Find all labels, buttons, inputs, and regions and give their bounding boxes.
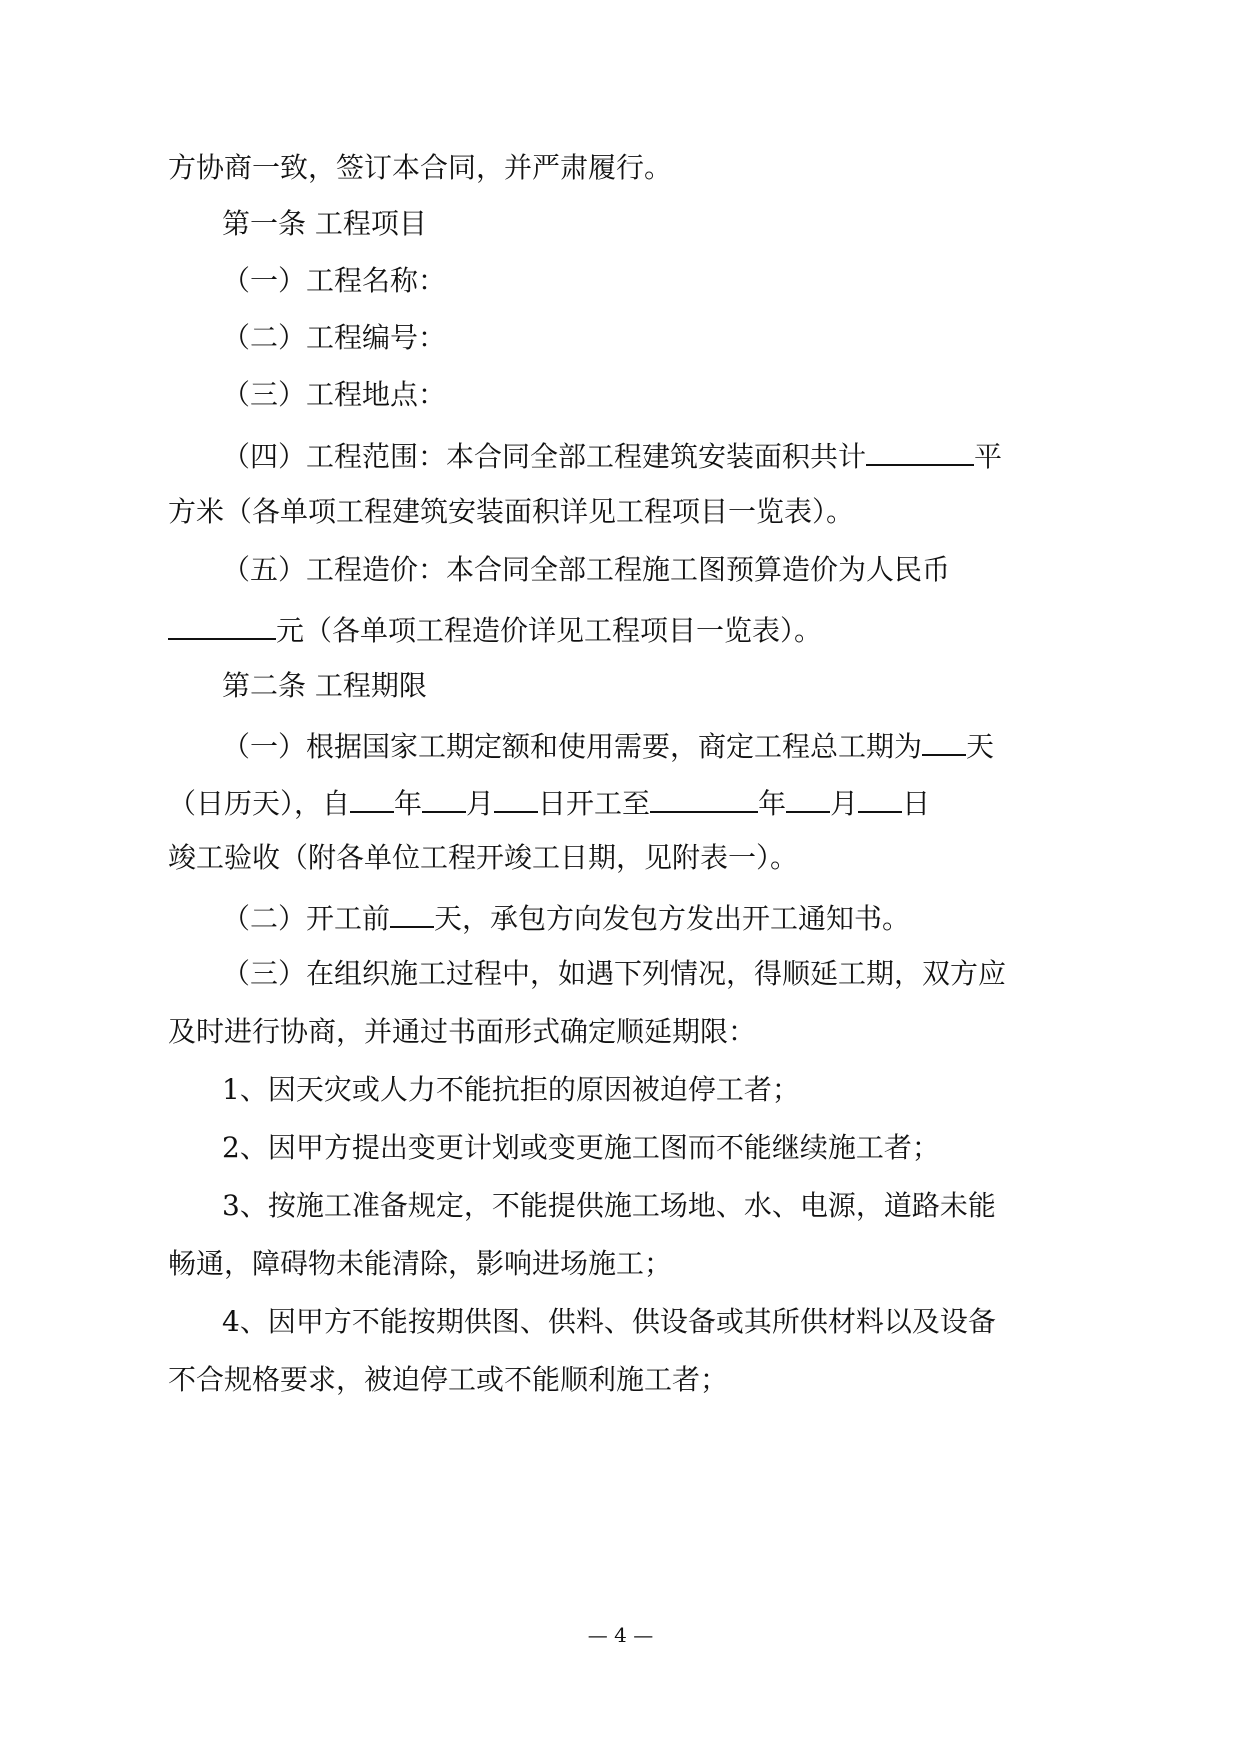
fill-blank[interactable] <box>866 434 974 466</box>
project-number-line: （二）工程编号： <box>222 321 447 354</box>
text-segment: 天 <box>966 730 995 763</box>
fill-blank[interactable] <box>922 724 966 756</box>
project-scope-line <box>222 434 1002 474</box>
article-heading-2: 第二条 工程期限 <box>222 669 427 702</box>
extension-line: （三）在组织施工过程中，如遇下列情况，得顺延工期，双方应 <box>222 957 1007 990</box>
text-segment: 月 <box>830 787 859 820</box>
notice-line <box>222 896 910 936</box>
fill-blank[interactable] <box>786 781 830 813</box>
fill-blank[interactable] <box>650 781 758 813</box>
fill-blank[interactable] <box>350 781 394 813</box>
list-item: 3、按施工准备规定，不能提供施工场地、水、电源，道路未能 <box>222 1189 996 1222</box>
text-segment: （日历天），自 <box>168 787 351 820</box>
list-item: 2、因甲方提出变更计划或变更施工图而不能继续施工者； <box>222 1131 940 1164</box>
fill-blank[interactable] <box>858 781 902 813</box>
text-segment: （一）根据国家工期定额和使用需要，商定工程总工期为 <box>222 730 923 763</box>
project-cost-line-2 <box>168 608 822 648</box>
text-segment: 年 <box>758 787 787 820</box>
paragraph-line: 方协商一致，签订本合同，并严肃履行。 <box>168 151 673 184</box>
paragraph-line: 及时进行协商，并通过书面形式确定顺延期限： <box>168 1015 757 1048</box>
text-segment: （四）工程范围：本合同全部工程建筑安装面积共计 <box>222 440 867 473</box>
date-range-line <box>168 781 930 821</box>
text-segment: 天，承包方向发包方发出开工通知书。 <box>434 902 911 935</box>
page-number: — 4 — <box>587 1623 654 1647</box>
text-segment: （二）开工前 <box>222 902 391 935</box>
fill-blank[interactable] <box>168 608 276 640</box>
paragraph-line: 方米（各单项工程建筑安装面积详见工程项目一览表）。 <box>168 495 855 528</box>
list-item-continuation: 畅通，障碍物未能清除，影响进场施工； <box>168 1247 673 1280</box>
text-segment: 平 <box>974 440 1003 473</box>
fill-blank[interactable] <box>390 896 434 928</box>
paragraph-line: 竣工验收（附各单位工程开竣工日期，见附表一）。 <box>168 841 799 874</box>
total-period-line <box>222 724 994 764</box>
project-location-line: （三）工程地点： <box>222 378 447 411</box>
list-item: 4、因甲方不能按期供图、供料、供设备或其所供材料以及设备 <box>222 1305 996 1338</box>
list-item: 1、因天灾或人力不能抗拒的原因被迫停工者； <box>222 1073 800 1106</box>
project-cost-line: （五）工程造价：本合同全部工程施工图预算造价为人民币 <box>222 553 951 586</box>
text-segment: 元（各单项工程造价详见工程项目一览表）。 <box>276 614 823 647</box>
text-segment: 年 <box>394 787 423 820</box>
fill-blank[interactable] <box>494 781 538 813</box>
text-segment: 月 <box>466 787 495 820</box>
text-segment: 日 <box>902 787 931 820</box>
text-segment: 日开工至 <box>538 787 651 820</box>
fill-blank[interactable] <box>422 781 466 813</box>
project-name-line: （一）工程名称： <box>222 264 447 297</box>
article-heading-1: 第一条 工程项目 <box>222 207 427 240</box>
list-item-continuation: 不合规格要求，被迫停工或不能顺利施工者； <box>168 1363 729 1396</box>
